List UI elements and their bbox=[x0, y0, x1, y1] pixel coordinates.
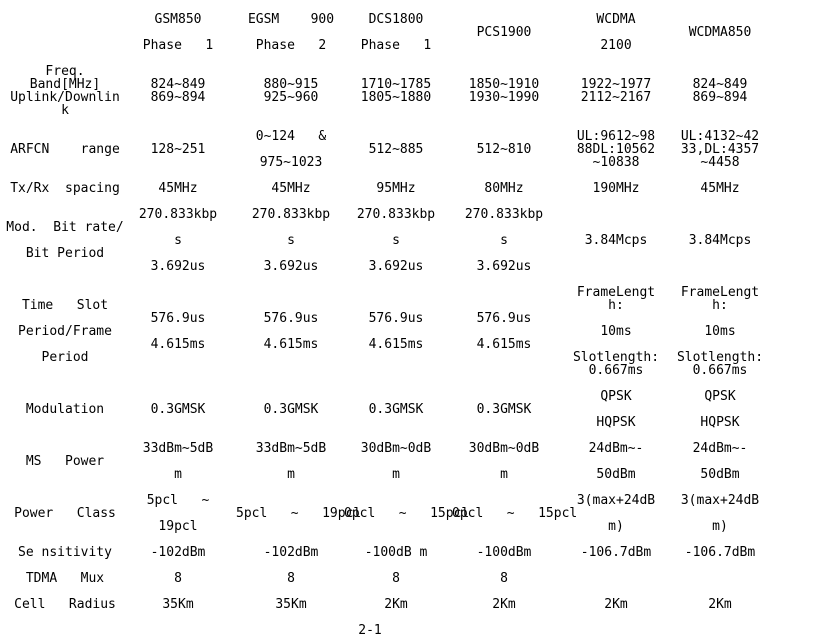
cell-timeslot-wcdma2100: Slotlength: bbox=[572, 350, 660, 365]
cell-bitrate-pcs1900: s bbox=[500, 233, 508, 248]
row-label-arfcn: ARFCN range bbox=[10, 142, 120, 157]
cell-spacing-gsm850: 45MHz bbox=[158, 181, 198, 196]
cell-powerclass-wcdma850: m) bbox=[712, 519, 728, 534]
cell-mspower-egsm: m bbox=[287, 467, 295, 482]
cell-arfcn-wcdma850: UL:4132~42 bbox=[680, 129, 760, 144]
cell-bitrate-egsm: 3.692us bbox=[263, 259, 319, 274]
cell-tdma-egsm: 8 bbox=[287, 571, 295, 586]
cell-spacing-pcs1900: 80MHz bbox=[484, 181, 524, 196]
cell-freq-pcs1900: 1930~1990 bbox=[468, 90, 540, 105]
cell-tdma-gsm850: 8 bbox=[174, 571, 182, 586]
row-label-tdma: TDMA Mux bbox=[25, 571, 105, 586]
cell-powerclass-wcdma850: 3(max+24dB bbox=[680, 493, 760, 508]
cell-arfcn-gsm850: 128~251 bbox=[150, 142, 206, 157]
row-label-bitrate: Mod. Bit rate/ bbox=[6, 220, 124, 235]
cell-arfcn-pcs1900: 512~810 bbox=[476, 142, 532, 157]
cell-freq-wcdma2100: 2112~2167 bbox=[580, 90, 652, 105]
cell-cellradius-gsm850: 35Km bbox=[162, 597, 194, 612]
cell-bitrate-dcs1800: s bbox=[392, 233, 400, 248]
column-header-wcdma2100: WCDMA bbox=[596, 12, 636, 27]
row-label-freq: Uplink/Downlin bbox=[10, 90, 120, 105]
row-label-freq: Freq. bbox=[45, 64, 85, 79]
cell-powerclass-dcs1800: 0pcl ~ 15pcl bbox=[344, 506, 470, 521]
cell-timeslot-wcdma850: h: bbox=[712, 298, 728, 313]
row-label-cellradius: Cell Radius bbox=[14, 597, 116, 612]
cell-modulation-gsm850: 0.3GMSK bbox=[150, 402, 206, 417]
cell-freq-pcs1900: 1850~1910 bbox=[468, 77, 540, 92]
column-header-gsm850: Phase 1 bbox=[142, 38, 214, 53]
cell-arfcn-wcdma2100: UL:9612~98 bbox=[576, 129, 656, 144]
cell-freq-dcs1800: 1710~1785 bbox=[360, 77, 432, 92]
cell-bitrate-dcs1800: 3.692us bbox=[368, 259, 424, 274]
cell-tdma-dcs1800: 8 bbox=[392, 571, 400, 586]
cell-sensitivity-egsm: -102dBm bbox=[263, 545, 319, 560]
column-header-wcdma2100: 2100 bbox=[600, 38, 632, 53]
cell-mspower-wcdma850: 50dBm bbox=[700, 467, 740, 482]
column-header-egsm: EGSM 900 bbox=[247, 12, 335, 27]
row-label-sensitivity: Se nsitivity bbox=[18, 545, 112, 560]
cell-arfcn-wcdma2100: 88DL:10562 bbox=[576, 142, 656, 157]
cell-bitrate-egsm: 270.833kbp bbox=[251, 207, 331, 222]
cell-spacing-dcs1800: 95MHz bbox=[376, 181, 416, 196]
page-number: 2-1 bbox=[358, 623, 382, 638]
cell-freq-dcs1800: 1805~1880 bbox=[360, 90, 432, 105]
cell-sensitivity-dcs1800: -100dB m bbox=[364, 545, 428, 560]
row-label-timeslot: Time Slot bbox=[21, 298, 109, 313]
cell-powerclass-egsm: 5pcl ~ 19pcl bbox=[236, 506, 362, 521]
cell-freq-wcdma2100: 1922~1977 bbox=[580, 77, 652, 92]
cell-powerclass-gsm850: 19pcl bbox=[158, 519, 198, 534]
cell-arfcn-egsm: 975~1023 bbox=[259, 155, 323, 170]
cell-bitrate-pcs1900: 270.833kbp bbox=[464, 207, 544, 222]
cell-powerclass-gsm850: 5pcl ~ bbox=[146, 493, 210, 508]
column-header-wcdma850: WCDMA850 bbox=[688, 25, 752, 40]
cell-arfcn-egsm: 0~124 & bbox=[255, 129, 327, 144]
cell-bitrate-egsm: s bbox=[287, 233, 295, 248]
cell-modulation-wcdma850: QPSK bbox=[704, 389, 736, 404]
cell-mspower-egsm: 33dBm~5dB bbox=[255, 441, 327, 456]
cell-freq-egsm: 925~960 bbox=[263, 90, 319, 105]
cell-arfcn-dcs1800: 512~885 bbox=[368, 142, 424, 157]
cell-timeslot-egsm: 576.9us bbox=[263, 311, 319, 326]
cell-bitrate-dcs1800: 270.833kbp bbox=[356, 207, 436, 222]
column-header-egsm: Phase 2 bbox=[255, 38, 327, 53]
cell-mspower-wcdma2100: 24dBm~- bbox=[588, 441, 644, 456]
cell-timeslot-wcdma850: 0.667ms bbox=[692, 363, 748, 378]
cell-powerclass-wcdma2100: 3(max+24dB bbox=[576, 493, 656, 508]
cell-arfcn-wcdma850: 33,DL:4357 bbox=[680, 142, 760, 157]
cell-timeslot-pcs1900: 576.9us bbox=[476, 311, 532, 326]
cell-mspower-dcs1800: m bbox=[392, 467, 400, 482]
cell-mspower-pcs1900: m bbox=[500, 467, 508, 482]
cell-timeslot-wcdma850: Slotlength: bbox=[676, 350, 764, 365]
cell-bitrate-gsm850: 3.692us bbox=[150, 259, 206, 274]
cell-timeslot-wcdma2100: h: bbox=[608, 298, 624, 313]
row-label-modulation: Modulation bbox=[25, 402, 105, 417]
cell-timeslot-gsm850: 4.615ms bbox=[150, 337, 206, 352]
cell-cellradius-wcdma850: 2Km bbox=[708, 597, 732, 612]
cell-timeslot-dcs1800: 576.9us bbox=[368, 311, 424, 326]
cell-cellradius-egsm: 35Km bbox=[275, 597, 307, 612]
cell-mspower-gsm850: m bbox=[174, 467, 182, 482]
cell-modulation-dcs1800: 0.3GMSK bbox=[368, 402, 424, 417]
cell-timeslot-pcs1900: 4.615ms bbox=[476, 337, 532, 352]
column-header-gsm850: GSM850 bbox=[154, 12, 202, 27]
cell-modulation-wcdma2100: QPSK bbox=[600, 389, 632, 404]
column-header-dcs1800: Phase 1 bbox=[360, 38, 432, 53]
cell-modulation-pcs1900: 0.3GMSK bbox=[476, 402, 532, 417]
row-label-mspower: MS Power bbox=[25, 454, 105, 469]
cell-freq-gsm850: 869~894 bbox=[150, 90, 206, 105]
cell-cellradius-dcs1800: 2Km bbox=[384, 597, 408, 612]
cell-mspower-gsm850: 33dBm~5dB bbox=[142, 441, 214, 456]
row-label-bitrate: Bit Period bbox=[25, 246, 105, 261]
cell-powerclass-pcs1900: 0pcl ~ 15pcl bbox=[452, 506, 578, 521]
cell-bitrate-gsm850: 270.833kbp bbox=[138, 207, 218, 222]
cell-freq-gsm850: 824~849 bbox=[150, 77, 206, 92]
cell-sensitivity-wcdma2100: -106.7dBm bbox=[580, 545, 652, 560]
cell-modulation-wcdma2100: HQPSK bbox=[596, 415, 636, 430]
cell-freq-egsm: 880~915 bbox=[263, 77, 319, 92]
cell-timeslot-dcs1800: 4.615ms bbox=[368, 337, 424, 352]
row-label-spacing: Tx/Rx spacing bbox=[10, 181, 120, 196]
cell-timeslot-gsm850: 576.9us bbox=[150, 311, 206, 326]
cell-sensitivity-gsm850: -102dBm bbox=[150, 545, 206, 560]
row-label-freq: Band[MHz] bbox=[29, 77, 101, 92]
cell-bitrate-wcdma850: 3.84Mcps bbox=[688, 233, 752, 248]
cell-bitrate-pcs1900: 3.692us bbox=[476, 259, 532, 274]
cell-cellradius-pcs1900: 2Km bbox=[492, 597, 516, 612]
cell-bitrate-gsm850: s bbox=[174, 233, 182, 248]
cell-freq-wcdma850: 869~894 bbox=[692, 90, 748, 105]
cell-modulation-egsm: 0.3GMSK bbox=[263, 402, 319, 417]
cell-timeslot-wcdma850: 10ms bbox=[704, 324, 736, 339]
cell-cellradius-wcdma2100: 2Km bbox=[604, 597, 628, 612]
cell-spacing-wcdma850: 45MHz bbox=[700, 181, 740, 196]
cell-sensitivity-wcdma850: -106.7dBm bbox=[684, 545, 756, 560]
cell-bitrate-wcdma2100: 3.84Mcps bbox=[584, 233, 648, 248]
cell-arfcn-wcdma2100: ~10838 bbox=[592, 155, 640, 170]
column-header-dcs1800: DCS1800 bbox=[368, 12, 424, 27]
cell-spacing-wcdma2100: 190MHz bbox=[592, 181, 640, 196]
row-label-timeslot: Period bbox=[41, 350, 89, 365]
cell-modulation-wcdma850: HQPSK bbox=[700, 415, 740, 430]
cell-sensitivity-pcs1900: -100dBm bbox=[476, 545, 532, 560]
cell-timeslot-egsm: 4.615ms bbox=[263, 337, 319, 352]
cell-timeslot-wcdma2100: FrameLengt bbox=[576, 285, 656, 300]
cell-timeslot-wcdma2100: 10ms bbox=[600, 324, 632, 339]
row-label-freq: k bbox=[61, 103, 69, 118]
cell-freq-wcdma850: 824~849 bbox=[692, 77, 748, 92]
cell-spacing-egsm: 45MHz bbox=[271, 181, 311, 196]
cell-arfcn-wcdma850: ~4458 bbox=[700, 155, 740, 170]
cell-timeslot-wcdma850: FrameLengt bbox=[680, 285, 760, 300]
cell-timeslot-wcdma2100: 0.667ms bbox=[588, 363, 644, 378]
cell-powerclass-wcdma2100: m) bbox=[608, 519, 624, 534]
cell-mspower-wcdma2100: 50dBm bbox=[596, 467, 636, 482]
row-label-timeslot: Period/Frame bbox=[18, 324, 112, 339]
cell-mspower-pcs1900: 30dBm~0dB bbox=[468, 441, 540, 456]
cell-mspower-dcs1800: 30dBm~0dB bbox=[360, 441, 432, 456]
column-header-pcs1900: PCS1900 bbox=[476, 25, 532, 40]
cell-tdma-pcs1900: 8 bbox=[500, 571, 508, 586]
cell-mspower-wcdma850: 24dBm~- bbox=[692, 441, 748, 456]
row-label-powerclass: Power Class bbox=[14, 506, 116, 521]
